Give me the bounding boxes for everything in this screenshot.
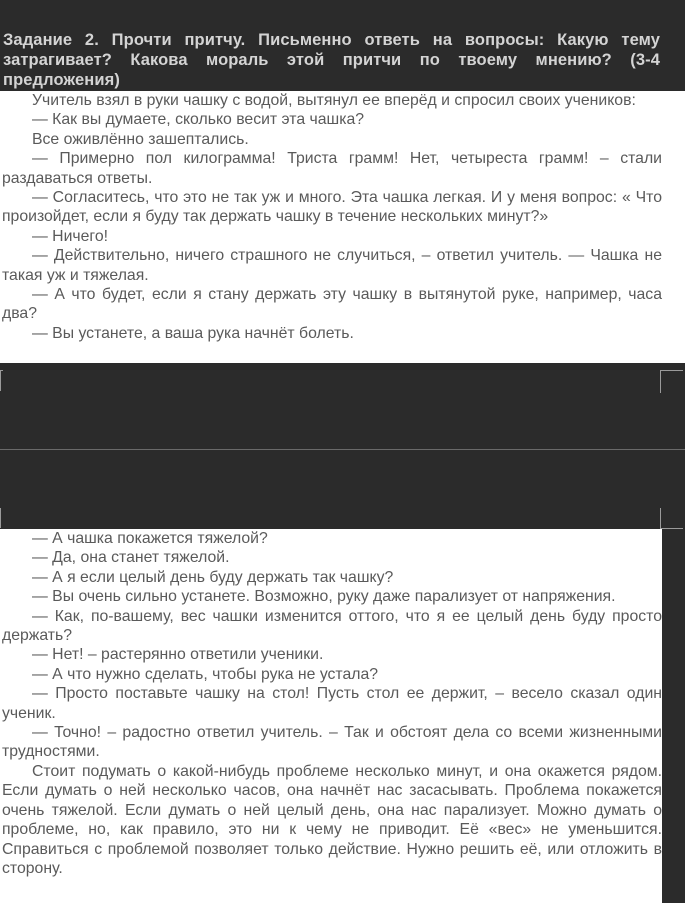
paragraph: — А чашка покажется тяжелой? xyxy=(32,530,268,547)
task-heading: Задание 2. Прочти притчу. Письменно ответь на вопросы: Какую тему затрагивает? Какова мораль этой притчи по твоему мнению? (3-4 предложения) xyxy=(3,31,660,89)
parable-page-1 xyxy=(0,91,685,363)
paragraph: — Точно! – радостно ответил учитель. – Так и обстоят дела со всеми жизненными трудностями. xyxy=(2,724,662,761)
paragraph: — Да, она станет тяжелой. xyxy=(32,549,230,567)
paragraph: — Ничего! xyxy=(32,227,109,245)
paragraph: — Как, по-вашему, вес чашки изменится оттого, что я ее целый день буду просто держать? xyxy=(2,607,662,645)
page-corner-mark xyxy=(0,508,3,528)
paragraph: — Примерно пол килограмма! Триста грамм! Нет, четыреста грамм! – стали раздаваться ответы. xyxy=(2,150,662,187)
paragraph: — А что нужно сделать, чтобы рука не устала? xyxy=(32,665,379,683)
paragraph: — А я если целый день буду держать так чашку? xyxy=(32,568,394,586)
paragraph: — Согласитесь, что это не так уж и много. Эта чашка легкая. И у меня вопрос: « Что произойдет, если я буду так держать чашку в течение нескольких минут?» xyxy=(2,189,662,226)
paragraph: Учитель взял в руки чашку с водой, вытянул ее вперёд и спросил своих учеников: xyxy=(32,92,636,109)
page-corner-mark xyxy=(660,370,683,393)
paragraph: — Вы очень сильно устанете. Возможно, руку даже парализует от напряжения. xyxy=(32,588,616,606)
paragraph: — Как вы думаете, сколько весит эта чашка? xyxy=(32,111,365,129)
paragraph: — Вы устанете, а ваша рука начнёт болеть. xyxy=(32,324,354,342)
page-divider xyxy=(0,449,685,450)
page-corner-mark xyxy=(0,370,3,391)
page-corner-mark xyxy=(660,508,683,529)
page-margin xyxy=(662,529,685,903)
paragraph: — А что будет, если я стану держать эту чашку в вытянутой руке, например, часа два? xyxy=(2,286,662,323)
parable-page-2 xyxy=(0,529,685,903)
paragraph: — Нет! – растерянно ответили ученики. xyxy=(32,646,324,664)
paragraph: — Действительно, ничего страшного не случиться, – ответил учитель. — Чашка не такая уж и тяжелая. xyxy=(2,247,662,284)
paragraph: Все оживлённо зашептались. xyxy=(32,130,249,148)
paragraph: — Просто поставьте чашку на стол! Пусть стол ее держит, – весело сказал один ученик. xyxy=(2,685,662,722)
paragraph: Стоит подумать о какой-нибудь проблеме несколько минут, и она окажется рядом. Если думать о ней несколько часов, она начнёт нас засасывать. Проблема покажется очень тяжелой. Если думать о ней целый день, она нас парализует. Можно думать о проблеме, но, как правило, это ни к чему не приводит. Её «вес» не уменьшится. Справиться с проблемой позволяет только действие. Нужно решить её, или отложить в сторону. xyxy=(2,762,662,877)
